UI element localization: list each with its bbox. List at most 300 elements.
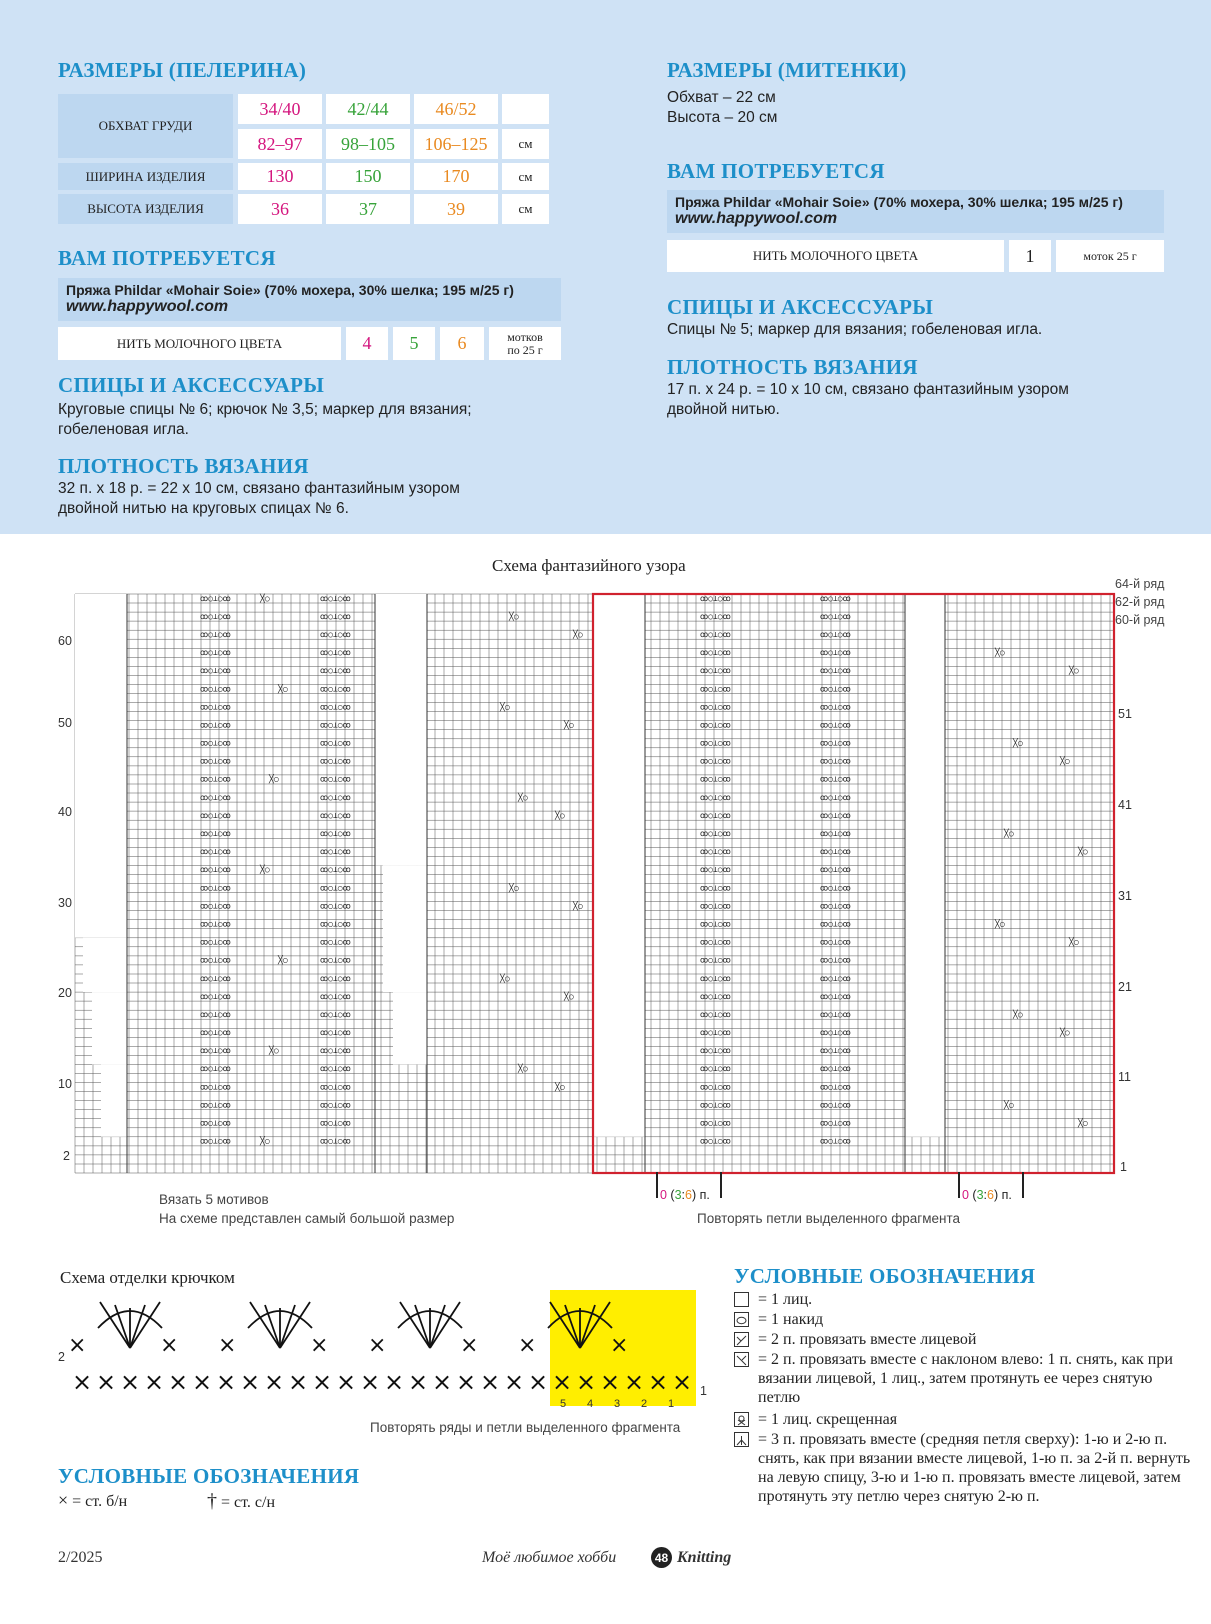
sc-stitch: × — [576, 1368, 597, 1396]
sc-stitch: × — [216, 1368, 237, 1396]
stitch-symbols: ꝏ○⊥○ꝏ — [820, 593, 851, 603]
k2tog-icon — [734, 1332, 749, 1347]
thread-1: 4 — [346, 327, 388, 360]
stitch-symbols: ꝏ○⊥○ꝏ — [820, 973, 851, 983]
stitch-symbols: ╳○ — [260, 593, 270, 603]
right-tick-21: 21 — [1118, 980, 1132, 994]
shaping-gap — [101, 1064, 127, 1136]
crochet-repeat-note: Повторять ряды и петли выделенного фрагмента — [370, 1420, 681, 1435]
stitch-symbols: ꝏ○⊥○ꝏ — [200, 611, 231, 621]
crochet-stitch-number: 5 — [560, 1398, 567, 1410]
stitch-symbols: ꝏ○⊥○ꝏ — [820, 883, 851, 893]
sc-text: = ст. б/н — [72, 1493, 128, 1510]
size-1: 34/40 — [238, 94, 322, 124]
knitting-chart — [0, 576, 1211, 1216]
stitch-symbols: ꝏ○⊥○ꝏ — [700, 611, 731, 621]
sc-stitch: × — [96, 1368, 117, 1396]
sc-stitch: × — [408, 1368, 429, 1396]
dc-stitch — [280, 1302, 310, 1348]
stitch-symbols: ꝏ○⊥○ꝏ — [320, 883, 351, 893]
stitch-symbols: ꝏ○⊥○ꝏ — [200, 756, 231, 766]
crochet-row-2: 2 — [58, 1350, 65, 1364]
stitch-symbols: ꝏ○⊥○ꝏ — [320, 593, 351, 603]
needles-text — [58, 400, 472, 440]
stitch-symbols: ꝏ○⊥○ꝏ — [700, 1118, 731, 1128]
stitch-symbols: ꝏ○⊥○ꝏ — [200, 1082, 231, 1092]
stitch-symbols: ╳○ — [995, 919, 1005, 929]
sc-stitch: × — [288, 1368, 309, 1396]
stitch-symbols: ꝏ○⊥○ꝏ — [320, 955, 351, 965]
stitch-symbols: ꝏ○⊥○ꝏ — [700, 883, 731, 893]
needles-line2: гобеленовая игла. — [58, 421, 189, 438]
stitch-symbols: ╳○ — [278, 955, 288, 965]
sc-stitch: × — [504, 1368, 525, 1396]
sc-stitch: × — [648, 1368, 669, 1396]
crochet-stitch-number: 4 — [587, 1398, 594, 1410]
left-tick-40: 40 — [58, 805, 72, 819]
stitch-symbols: ꝏ○⊥○ꝏ — [700, 792, 731, 802]
chest-3: 106–125 — [414, 129, 498, 159]
stitch-symbols: ╳○ — [1004, 829, 1014, 839]
width-1: 130 — [238, 163, 322, 190]
stitch-symbols: ꝏ○⊥○ꝏ — [320, 1118, 351, 1128]
stitch-symbols: ╳○ — [1013, 1009, 1023, 1019]
footer-section: Knitting — [677, 1549, 732, 1566]
thread-2: 5 — [393, 327, 435, 360]
stitch-symbols: ꝏ○⊥○ꝏ — [320, 611, 351, 621]
stitch-symbols: ꝏ○⊥○ꝏ — [200, 648, 231, 658]
density-title: ПЛОТНОСТЬ ВЯЗАНИЯ — [58, 454, 309, 478]
stitch-symbols: ꝏ○⊥○ꝏ — [700, 829, 731, 839]
dc-stitch — [130, 1302, 160, 1348]
stitch-symbols: ╳○ — [564, 720, 574, 730]
stitch-symbols: ꝏ○⊥○ꝏ — [320, 684, 351, 694]
stitch-symbols: ꝏ○⊥○ꝏ — [820, 1100, 851, 1110]
stitch-symbols: ꝏ○⊥○ꝏ — [320, 937, 351, 947]
left-tick-50: 50 — [58, 716, 72, 730]
chest-label: ОБХВАТ ГРУДИ — [58, 94, 233, 158]
stitch-symbols: ꝏ○⊥○ꝏ — [700, 1028, 731, 1038]
stitch-symbols: ꝏ○⊥○ꝏ — [820, 1064, 851, 1074]
stitch-symbols: ꝏ○⊥○ꝏ — [700, 774, 731, 784]
stitch-symbols: ╳○ — [1013, 738, 1023, 748]
needles-title: СПИЦЫ И АКСЕССУАРЫ — [58, 373, 325, 397]
sc-stitch: × — [168, 1368, 189, 1396]
left-tick-10: 10 — [58, 1077, 72, 1091]
sc-stitch: × — [610, 1333, 629, 1358]
stitch-symbols: ꝏ○⊥○ꝏ — [700, 1100, 731, 1110]
stitch-symbols: ꝏ○⊥○ꝏ — [820, 865, 851, 875]
chest-2: 98–105 — [326, 129, 410, 159]
crochet-stitch-number: 2 — [641, 1398, 648, 1410]
stitch-symbols: ꝏ○⊥○ꝏ — [820, 1046, 851, 1056]
height-label: ВЫСОТА ИЗДЕЛИЯ — [58, 194, 233, 224]
stitch-symbols: ꝏ○⊥○ꝏ — [200, 973, 231, 983]
sc-stitch: × — [192, 1368, 213, 1396]
sc-stitch: × — [240, 1368, 261, 1396]
stitch-symbols: ꝏ○⊥○ꝏ — [320, 1136, 351, 1146]
stitch-symbols: ꝏ○⊥○ꝏ — [200, 847, 231, 857]
knit-square-icon — [734, 1292, 749, 1307]
stitch-symbols: ꝏ○⊥○ꝏ — [820, 919, 851, 929]
stitch-symbols: ╳○ — [260, 865, 270, 875]
sc-stitch: × — [672, 1368, 693, 1396]
chart-title: Схема фантазийного узора — [492, 556, 686, 575]
chart-grid — [75, 594, 1114, 1173]
stitch-symbols: ╳○ — [1060, 756, 1070, 766]
yarn-url: www.happywool.com — [66, 298, 229, 315]
height-1: 36 — [238, 194, 322, 224]
stitch-symbols: ꝏ○⊥○ꝏ — [320, 1082, 351, 1092]
shaping-gap — [393, 992, 427, 1064]
stitch-symbols: ꝏ○⊥○ꝏ — [700, 865, 731, 875]
stitch-symbols: ꝏ○⊥○ꝏ — [320, 792, 351, 802]
mitts-needles-text: Спицы № 5; маркер для вязания; гобеленовая игла. — [667, 321, 1043, 338]
sc-stitch: × — [264, 1368, 285, 1396]
stitch-symbols: ꝏ○⊥○ꝏ — [320, 829, 351, 839]
chest-1: 82–97 — [238, 129, 322, 159]
dc-symbol: † — [207, 1490, 217, 1512]
stitch-symbols: ╳○ — [518, 1064, 528, 1074]
stitch-symbols: ꝏ○⊥○ꝏ — [700, 1064, 731, 1074]
stitch-symbols: ꝏ○⊥○ꝏ — [200, 1009, 231, 1019]
sc-stitch: × — [600, 1368, 621, 1396]
stitch-symbols: ꝏ○⊥○ꝏ — [200, 1064, 231, 1074]
yarn-over-icon — [734, 1312, 749, 1327]
stitch-symbols: ꝏ○⊥○ꝏ — [820, 901, 851, 911]
stitch-symbols: ꝏ○⊥○ꝏ — [700, 1046, 731, 1056]
stitch-symbols: ╳○ — [509, 883, 519, 893]
stitch-symbols: ꝏ○⊥○ꝏ — [820, 648, 851, 658]
mitts-height: Высота – 20 см — [667, 109, 778, 126]
sc-stitch: × — [72, 1368, 93, 1396]
stitch-symbols: ꝏ○⊥○ꝏ — [200, 738, 231, 748]
stitch-symbols: ꝏ○⊥○ꝏ — [320, 648, 351, 658]
stitch-symbols: ╳○ — [1069, 937, 1079, 947]
stitch-symbols: ꝏ○⊥○ꝏ — [320, 1100, 351, 1110]
mitts-needles-title: СПИЦЫ И АКСЕССУАРЫ — [667, 295, 934, 319]
stitch-symbols: ꝏ○⊥○ꝏ — [200, 702, 231, 712]
stitch-symbols: ╳○ — [500, 973, 510, 983]
stitch-symbols: ꝏ○⊥○ꝏ — [320, 756, 351, 766]
mitts-yarn-text: Пряжа Phildar «Mohair Soie» (70% мохера, 30% шелка; 195 м/25 г) — [675, 194, 1123, 210]
right-tick-11: 11 — [1118, 1070, 1131, 1084]
left-tick-20: 20 — [58, 986, 72, 1000]
right-tick-1: 1 — [1120, 1160, 1127, 1174]
shaping-gap — [905, 594, 945, 1137]
stitch-symbols: ╳○ — [269, 1046, 279, 1056]
stitch-symbols: ꝏ○⊥○ꝏ — [700, 991, 731, 1001]
stitch-symbols: ╳○ — [555, 1082, 565, 1092]
size-3: 46/52 — [414, 94, 498, 124]
mitts-yarn-box — [667, 190, 1164, 233]
stitch-symbols: ꝏ○⊥○ꝏ — [200, 829, 231, 839]
width-2: 150 — [326, 163, 410, 190]
yarn-box — [58, 278, 561, 321]
sc-stitch: × — [310, 1333, 329, 1358]
sc-stitch: × — [368, 1333, 387, 1358]
stitch-symbols: ╳○ — [1060, 1028, 1070, 1038]
dc-stitch — [100, 1302, 130, 1348]
sc-symbol: × — [58, 1490, 69, 1510]
needles-line1: Круговые спицы № 6; крючок № 3,5; маркер для вязания; — [58, 401, 472, 418]
stitch-symbols: ꝏ○⊥○ꝏ — [700, 684, 731, 694]
stitch-symbols: ╳○ — [995, 648, 1005, 658]
shaping-gap — [383, 865, 427, 992]
legend-twisted: = 1 лиц. скрещенная — [734, 1410, 1194, 1429]
twisted-knit-icon — [734, 1412, 749, 1427]
shaping-gap — [83, 938, 127, 992]
mitts-thread-value: 1 — [1009, 240, 1051, 272]
stitch-symbols: ꝏ○⊥○ꝏ — [700, 648, 731, 658]
left-tick-2: 2 — [63, 1149, 70, 1163]
stitch-symbols: ꝏ○⊥○ꝏ — [820, 756, 851, 766]
height-2: 37 — [326, 194, 410, 224]
thread-unit-line1: мотков — [507, 329, 543, 344]
stitch-symbols: ꝏ○⊥○ꝏ — [320, 973, 351, 983]
yarn-text: Пряжа Phildar «Mohair Soie» (70% мохера, 30% шелка; 195 м/25 г) — [66, 282, 514, 298]
crochet-legend-dc — [207, 1490, 275, 1513]
sc-stitch: × — [460, 1333, 479, 1358]
stitch-symbols: ꝏ○⊥○ꝏ — [820, 774, 851, 784]
stitch-symbols: ꝏ○⊥○ꝏ — [200, 629, 231, 639]
stitch-symbols: ꝏ○⊥○ꝏ — [700, 937, 731, 947]
note-largest-size: На схеме представлен самый большой размер — [159, 1211, 455, 1226]
mitts-density-line2: двойной нитью. — [667, 401, 780, 418]
stitch-symbols: ꝏ○⊥○ꝏ — [700, 919, 731, 929]
stitch-symbols: ꝏ○⊥○ꝏ — [700, 666, 731, 676]
shaping-gap — [76, 594, 95, 739]
mitts-girth: Обхват – 22 см — [667, 89, 776, 106]
stitch-symbols: ╳○ — [1078, 847, 1088, 857]
stitch-symbols: ╳○ — [564, 991, 574, 1001]
stitch-symbols: ꝏ○⊥○ꝏ — [200, 720, 231, 730]
stitch-symbols: ╳○ — [500, 702, 510, 712]
stitch-symbols: ꝏ○⊥○ꝏ — [320, 1009, 351, 1019]
need-title: ВАМ ПОТРЕБУЕТСЯ — [58, 246, 276, 270]
legend-knit: = 1 лиц. — [734, 1290, 1194, 1309]
mitts-sizes-title: РАЗМЕРЫ (МИТЕНКИ) — [667, 58, 907, 82]
crochet-legend-title: УСЛОВНЫЕ ОБОЗНАЧЕНИЯ — [58, 1464, 360, 1488]
stitch-symbols: ╳○ — [260, 1136, 270, 1146]
sc-stitch: × — [384, 1368, 405, 1396]
stitch-symbols: ꝏ○⊥○ꝏ — [200, 810, 231, 820]
stitch-symbols: ꝏ○⊥○ꝏ — [820, 847, 851, 857]
sc-stitch: × — [144, 1368, 165, 1396]
height-unit: см — [502, 194, 549, 224]
stitch-symbols: ╳○ — [555, 810, 565, 820]
stitch-symbols: ꝏ○⊥○ꝏ — [820, 720, 851, 730]
height-3: 39 — [414, 194, 498, 224]
thread-unit-line2: по 25 г — [507, 342, 543, 357]
right-tick-31: 31 — [1118, 889, 1132, 903]
legend-cdd: = 3 п. провязать вместе (средняя петля сверху): 1-ю и 2-ю п. снять, как при вязании вместе лицевой, 1-ю п. за 2-й п. вернуть на левую спицу, 3-ю и 1-ю п. провязать вместе лицевой, затем протянуть эту петлю через снятую 2-ю п. — [734, 1430, 1194, 1506]
stitch-symbols: ꝏ○⊥○ꝏ — [200, 593, 231, 603]
stitch-symbols: ꝏ○⊥○ꝏ — [820, 1118, 851, 1128]
thread-unit — [489, 327, 561, 360]
crochet-stitch-number: 1 — [668, 1398, 675, 1410]
stitch-symbols: ꝏ○⊥○ꝏ — [820, 955, 851, 965]
note-motifs: Вязать 5 мотивов — [159, 1192, 269, 1207]
dc-text: = ст. с/н — [221, 1494, 276, 1511]
stitch-symbols: ꝏ○⊥○ꝏ — [700, 1082, 731, 1092]
stitch-symbols: ꝏ○⊥○ꝏ — [320, 1028, 351, 1038]
stitch-symbols: ꝏ○⊥○ꝏ — [200, 883, 231, 893]
ssk-icon — [734, 1352, 749, 1367]
dc-stitch — [430, 1302, 460, 1348]
stitch-symbols: ꝏ○⊥○ꝏ — [200, 919, 231, 929]
stitch-symbols: ꝏ○⊥○ꝏ — [320, 702, 351, 712]
stitch-symbols: ꝏ○⊥○ꝏ — [820, 1136, 851, 1146]
footer-issue: 2/2025 — [58, 1549, 103, 1566]
mitts-density-text — [667, 380, 1069, 420]
width-3: 170 — [414, 163, 498, 190]
stitch-symbols: ꝏ○⊥○ꝏ — [320, 666, 351, 676]
stitch-symbols: ꝏ○⊥○ꝏ — [820, 937, 851, 947]
stitch-symbols: ꝏ○⊥○ꝏ — [200, 1118, 231, 1128]
mitts-density-title: ПЛОТНОСТЬ ВЯЗАНИЯ — [667, 355, 918, 379]
width-label: ШИРИНА ИЗДЕЛИЯ — [58, 163, 233, 190]
dc-stitch — [400, 1302, 430, 1348]
sc-stitch: × — [120, 1368, 141, 1396]
stitch-symbols: ╳○ — [269, 774, 279, 784]
stitch-symbols: ꝏ○⊥○ꝏ — [200, 666, 231, 676]
stitch-symbols: ꝏ○⊥○ꝏ — [320, 1046, 351, 1056]
stitch-symbols: ꝏ○⊥○ꝏ — [700, 738, 731, 748]
sc-stitch: × — [624, 1368, 645, 1396]
cdd-icon — [734, 1432, 749, 1447]
stitch-symbols: ╳○ — [573, 901, 583, 911]
stitch-symbols: ꝏ○⊥○ꝏ — [700, 1136, 731, 1146]
stitch-symbols: ꝏ○⊥○ꝏ — [820, 1082, 851, 1092]
stitch-symbols: ╳○ — [1069, 666, 1079, 676]
shaping-gap — [92, 992, 127, 1064]
stitch-symbols: ꝏ○⊥○ꝏ — [820, 684, 851, 694]
stitch-symbols: ꝏ○⊥○ꝏ — [700, 756, 731, 766]
crochet-chart — [60, 1286, 720, 1426]
stitch-symbols: ꝏ○⊥○ꝏ — [700, 702, 731, 712]
stitch-symbols: ꝏ○⊥○ꝏ — [700, 973, 731, 983]
sc-stitch: × — [432, 1368, 453, 1396]
stitch-symbols: ꝏ○⊥○ꝏ — [820, 611, 851, 621]
stitch-symbols: ╳○ — [1078, 1118, 1088, 1128]
stitch-symbols: ꝏ○⊥○ꝏ — [320, 991, 351, 1001]
mitts-need-title: ВАМ ПОТРЕБУЕТСЯ — [667, 159, 885, 183]
stitch-symbols: ╳○ — [1004, 1100, 1014, 1110]
crochet-stitch-number: 3 — [614, 1398, 621, 1410]
stitch-symbols: ꝏ○⊥○ꝏ — [320, 738, 351, 748]
stitch-symbols: ꝏ○⊥○ꝏ — [320, 774, 351, 784]
stitch-symbols: ꝏ○⊥○ꝏ — [200, 901, 231, 911]
right-tick-51: 51 — [1118, 707, 1132, 721]
right-tick-41: 41 — [1118, 798, 1132, 812]
mitts-yarn-url: www.happywool.com — [675, 210, 838, 227]
stitch-symbols: ꝏ○⊥○ꝏ — [200, 792, 231, 802]
stitch-symbols: ꝏ○⊥○ꝏ — [820, 738, 851, 748]
sc-stitch: × — [480, 1368, 501, 1396]
stitch-symbols: ꝏ○⊥○ꝏ — [200, 774, 231, 784]
sc-stitch: × — [218, 1333, 237, 1358]
sc-stitch: × — [336, 1368, 357, 1396]
stitch-symbols: ╳○ — [518, 792, 528, 802]
crochet-row-1: 1 — [700, 1384, 707, 1398]
left-tick-60: 60 — [58, 634, 72, 648]
dc-stitch — [250, 1302, 280, 1348]
crochet-legend-sc — [58, 1490, 127, 1511]
legend-ssk: = 2 п. провязать вместе с наклоном влево: 1 п. снять, как при вязании лицевой, 1 лиц., затем протянуть ее через снятую петлю — [734, 1350, 1194, 1407]
stitch-symbols: ꝏ○⊥○ꝏ — [320, 629, 351, 639]
stitch-symbols: ꝏ○⊥○ꝏ — [820, 702, 851, 712]
sc-stitch: × — [360, 1368, 381, 1396]
stitch-symbols: ꝏ○⊥○ꝏ — [320, 865, 351, 875]
size-unit-empty — [502, 94, 549, 124]
stitch-symbols: ꝏ○⊥○ꝏ — [320, 901, 351, 911]
mitts-thread-label: НИТЬ МОЛОЧНОГО ЦВЕТА — [667, 240, 1004, 272]
stitch-symbols: ꝏ○⊥○ꝏ — [700, 720, 731, 730]
row-60-label: 60-й ряд — [1115, 613, 1165, 627]
stitch-symbols: ꝏ○⊥○ꝏ — [820, 1028, 851, 1038]
mitts-sizes — [667, 88, 777, 128]
legend-k2tog: = 2 п. провязать вместе лицевой — [734, 1330, 1194, 1349]
sc-stitch: × — [552, 1368, 573, 1396]
stitch-symbols: ꝏ○⊥○ꝏ — [200, 865, 231, 875]
stitch-symbols: ꝏ○⊥○ꝏ — [200, 1028, 231, 1038]
row-64-label: 64-й ряд — [1115, 577, 1165, 591]
stitch-symbols: ꝏ○⊥○ꝏ — [320, 1064, 351, 1074]
size-2: 42/44 — [326, 94, 410, 124]
left-tick-30: 30 — [58, 896, 72, 910]
stitch-symbols: ╳○ — [278, 684, 288, 694]
density-line1: 32 п. х 18 р. = 22 х 10 см, связано фантазийным узором — [58, 480, 460, 497]
sc-stitch: × — [312, 1368, 333, 1396]
stitch-symbols: ꝏ○⊥○ꝏ — [700, 629, 731, 639]
sc-stitch: × — [518, 1333, 537, 1358]
density-text — [58, 479, 460, 519]
stitch-symbols: ╳○ — [573, 629, 583, 639]
mitts-thread-unit: моток 25 г — [1056, 240, 1164, 272]
stitch-symbols: ꝏ○⊥○ꝏ — [820, 810, 851, 820]
stitch-symbols: ꝏ○⊥○ꝏ — [320, 810, 351, 820]
stitch-symbols: ꝏ○⊥○ꝏ — [200, 1046, 231, 1056]
stitch-symbols: ꝏ○⊥○ꝏ — [200, 937, 231, 947]
stitch-symbols: ꝏ○⊥○ꝏ — [820, 1009, 851, 1019]
legend-title: УСЛОВНЫЕ ОБОЗНАЧЕНИЯ — [734, 1264, 1036, 1288]
stitch-symbols: ꝏ○⊥○ꝏ — [320, 847, 351, 857]
stitch-symbols: ꝏ○⊥○ꝏ — [200, 955, 231, 965]
row-62-label: 62-й ряд — [1115, 595, 1165, 609]
sc-stitch: × — [68, 1333, 87, 1358]
stitch-symbols: ꝏ○⊥○ꝏ — [320, 720, 351, 730]
density-line2: двойной нитью на круговых спицах № 6. — [58, 500, 349, 517]
chest-unit: см — [502, 129, 549, 159]
stitch-symbols: ꝏ○⊥○ꝏ — [200, 991, 231, 1001]
stitch-symbols: ꝏ○⊥○ꝏ — [700, 1009, 731, 1019]
stitch-symbols: ꝏ○⊥○ꝏ — [820, 991, 851, 1001]
mitts-density-line1: 17 п. х 24 р. = 10 х 10 см, связано фантазийным узором — [667, 381, 1069, 398]
width-unit: см — [502, 163, 549, 190]
sizes-title: РАЗМЕРЫ (ПЕЛЕРИНА) — [58, 58, 307, 82]
stitch-symbols: ꝏ○⊥○ꝏ — [700, 810, 731, 820]
shaping-gap — [375, 594, 427, 865]
shaping-gap — [593, 594, 645, 1137]
crochet-title: Схема отделки крючком — [60, 1268, 235, 1287]
stitch-symbols: ꝏ○⊥○ꝏ — [820, 792, 851, 802]
stitch-symbols: ꝏ○⊥○ꝏ — [700, 593, 731, 603]
thread-label: НИТЬ МОЛОЧНОГО ЦВЕТА — [58, 327, 341, 360]
stitch-symbols: ꝏ○⊥○ꝏ — [700, 901, 731, 911]
stitch-symbols: ꝏ○⊥○ꝏ — [320, 919, 351, 929]
stitch-symbols: ꝏ○⊥○ꝏ — [200, 1136, 231, 1146]
